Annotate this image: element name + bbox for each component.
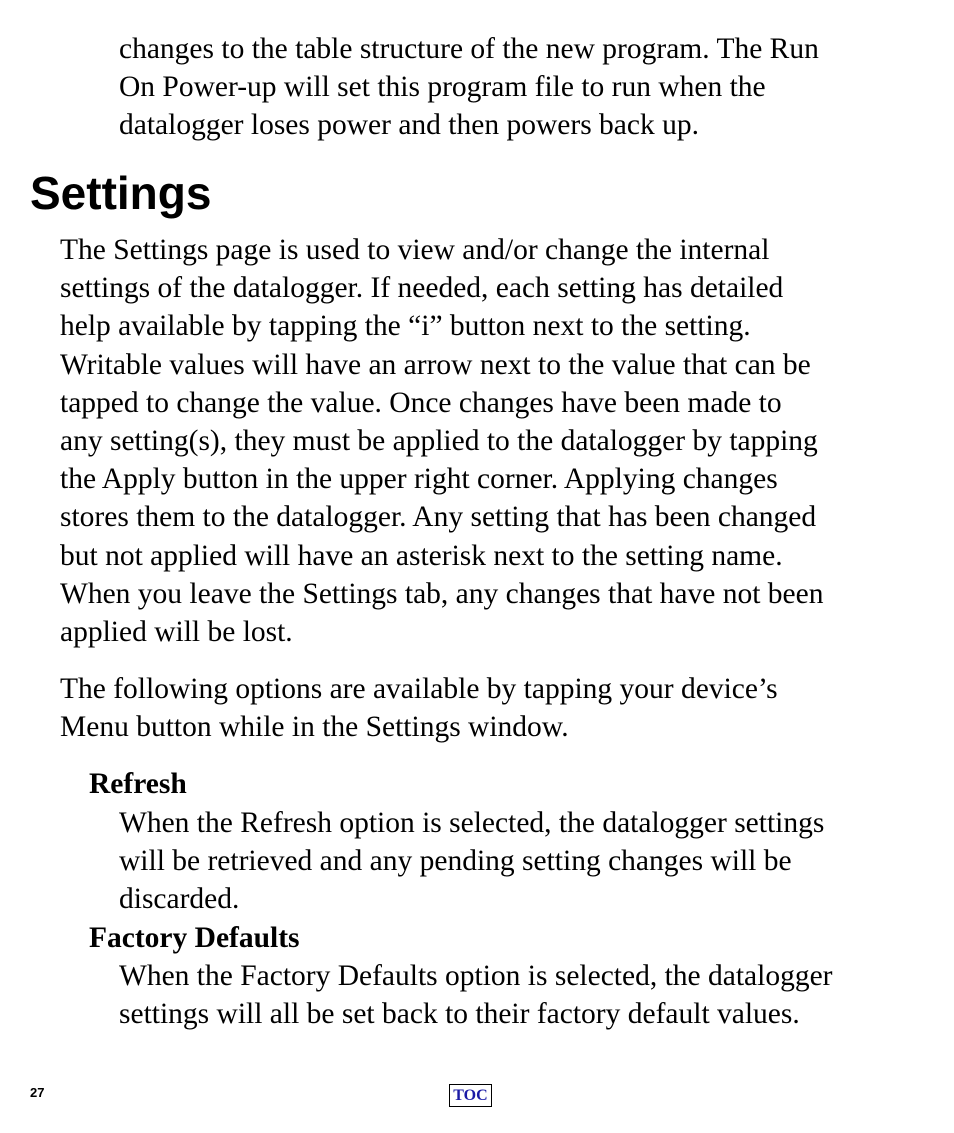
text-line: settings of the datalogger. If needed, each setting has detailed xyxy=(60,272,784,305)
text-line: help available by tapping the “i” button next to the setting. xyxy=(60,310,751,343)
page-number: 27 xyxy=(30,1085,45,1100)
refresh-option-description xyxy=(119,804,824,919)
text-line: Writable values will have an arrow next to the value that can be xyxy=(60,348,811,381)
text-line: On Power-up will set this program file to run when the xyxy=(119,71,766,104)
text-line: settings will all be set back to their factory default values. xyxy=(119,998,800,1031)
toc-link[interactable]: TOC xyxy=(449,1084,492,1107)
text-line: The Settings page is used to view and/or change the internal xyxy=(60,234,770,266)
settings-description-paragraph xyxy=(60,231,823,651)
refresh-option-title: Refresh xyxy=(89,768,187,800)
intro-paragraph xyxy=(119,30,819,145)
text-line: datalogger loses power and then powers back up. xyxy=(119,109,699,142)
text-line: stores them to the datalogger. Any setting that has been changed xyxy=(60,501,817,534)
text-line: but not applied will have an asterisk next to the setting name. xyxy=(60,539,783,572)
section-heading: Settings xyxy=(30,167,212,219)
text-line: tapped to change the value. Once changes have been made to xyxy=(60,386,782,419)
menu-options-intro-paragraph xyxy=(60,670,778,746)
text-line: changes to the table structure of the new program. The Run xyxy=(119,33,819,65)
text-line: Menu button while in the Settings window. xyxy=(60,711,569,744)
text-line: When you leave the Settings tab, any changes that have not been xyxy=(60,577,824,610)
text-line: When the Refresh option is selected, the datalogger settings xyxy=(119,807,825,839)
factory-defaults-option-description xyxy=(119,957,833,1033)
factory-defaults-option-title: Factory Defaults xyxy=(89,922,300,954)
text-line: applied will be lost. xyxy=(60,616,293,649)
text-line: discarded. xyxy=(119,883,240,916)
text-line: the Apply button in the upper right corner. Applying changes xyxy=(60,463,778,496)
text-line: The following options are available by tapping your device’s xyxy=(60,673,778,705)
text-line: any setting(s), they must be applied to the datalogger by tapping xyxy=(60,425,818,458)
text-line: will be retrieved and any pending setting changes will be xyxy=(119,845,792,878)
text-line: When the Factory Defaults option is selected, the datalogger xyxy=(119,960,833,992)
